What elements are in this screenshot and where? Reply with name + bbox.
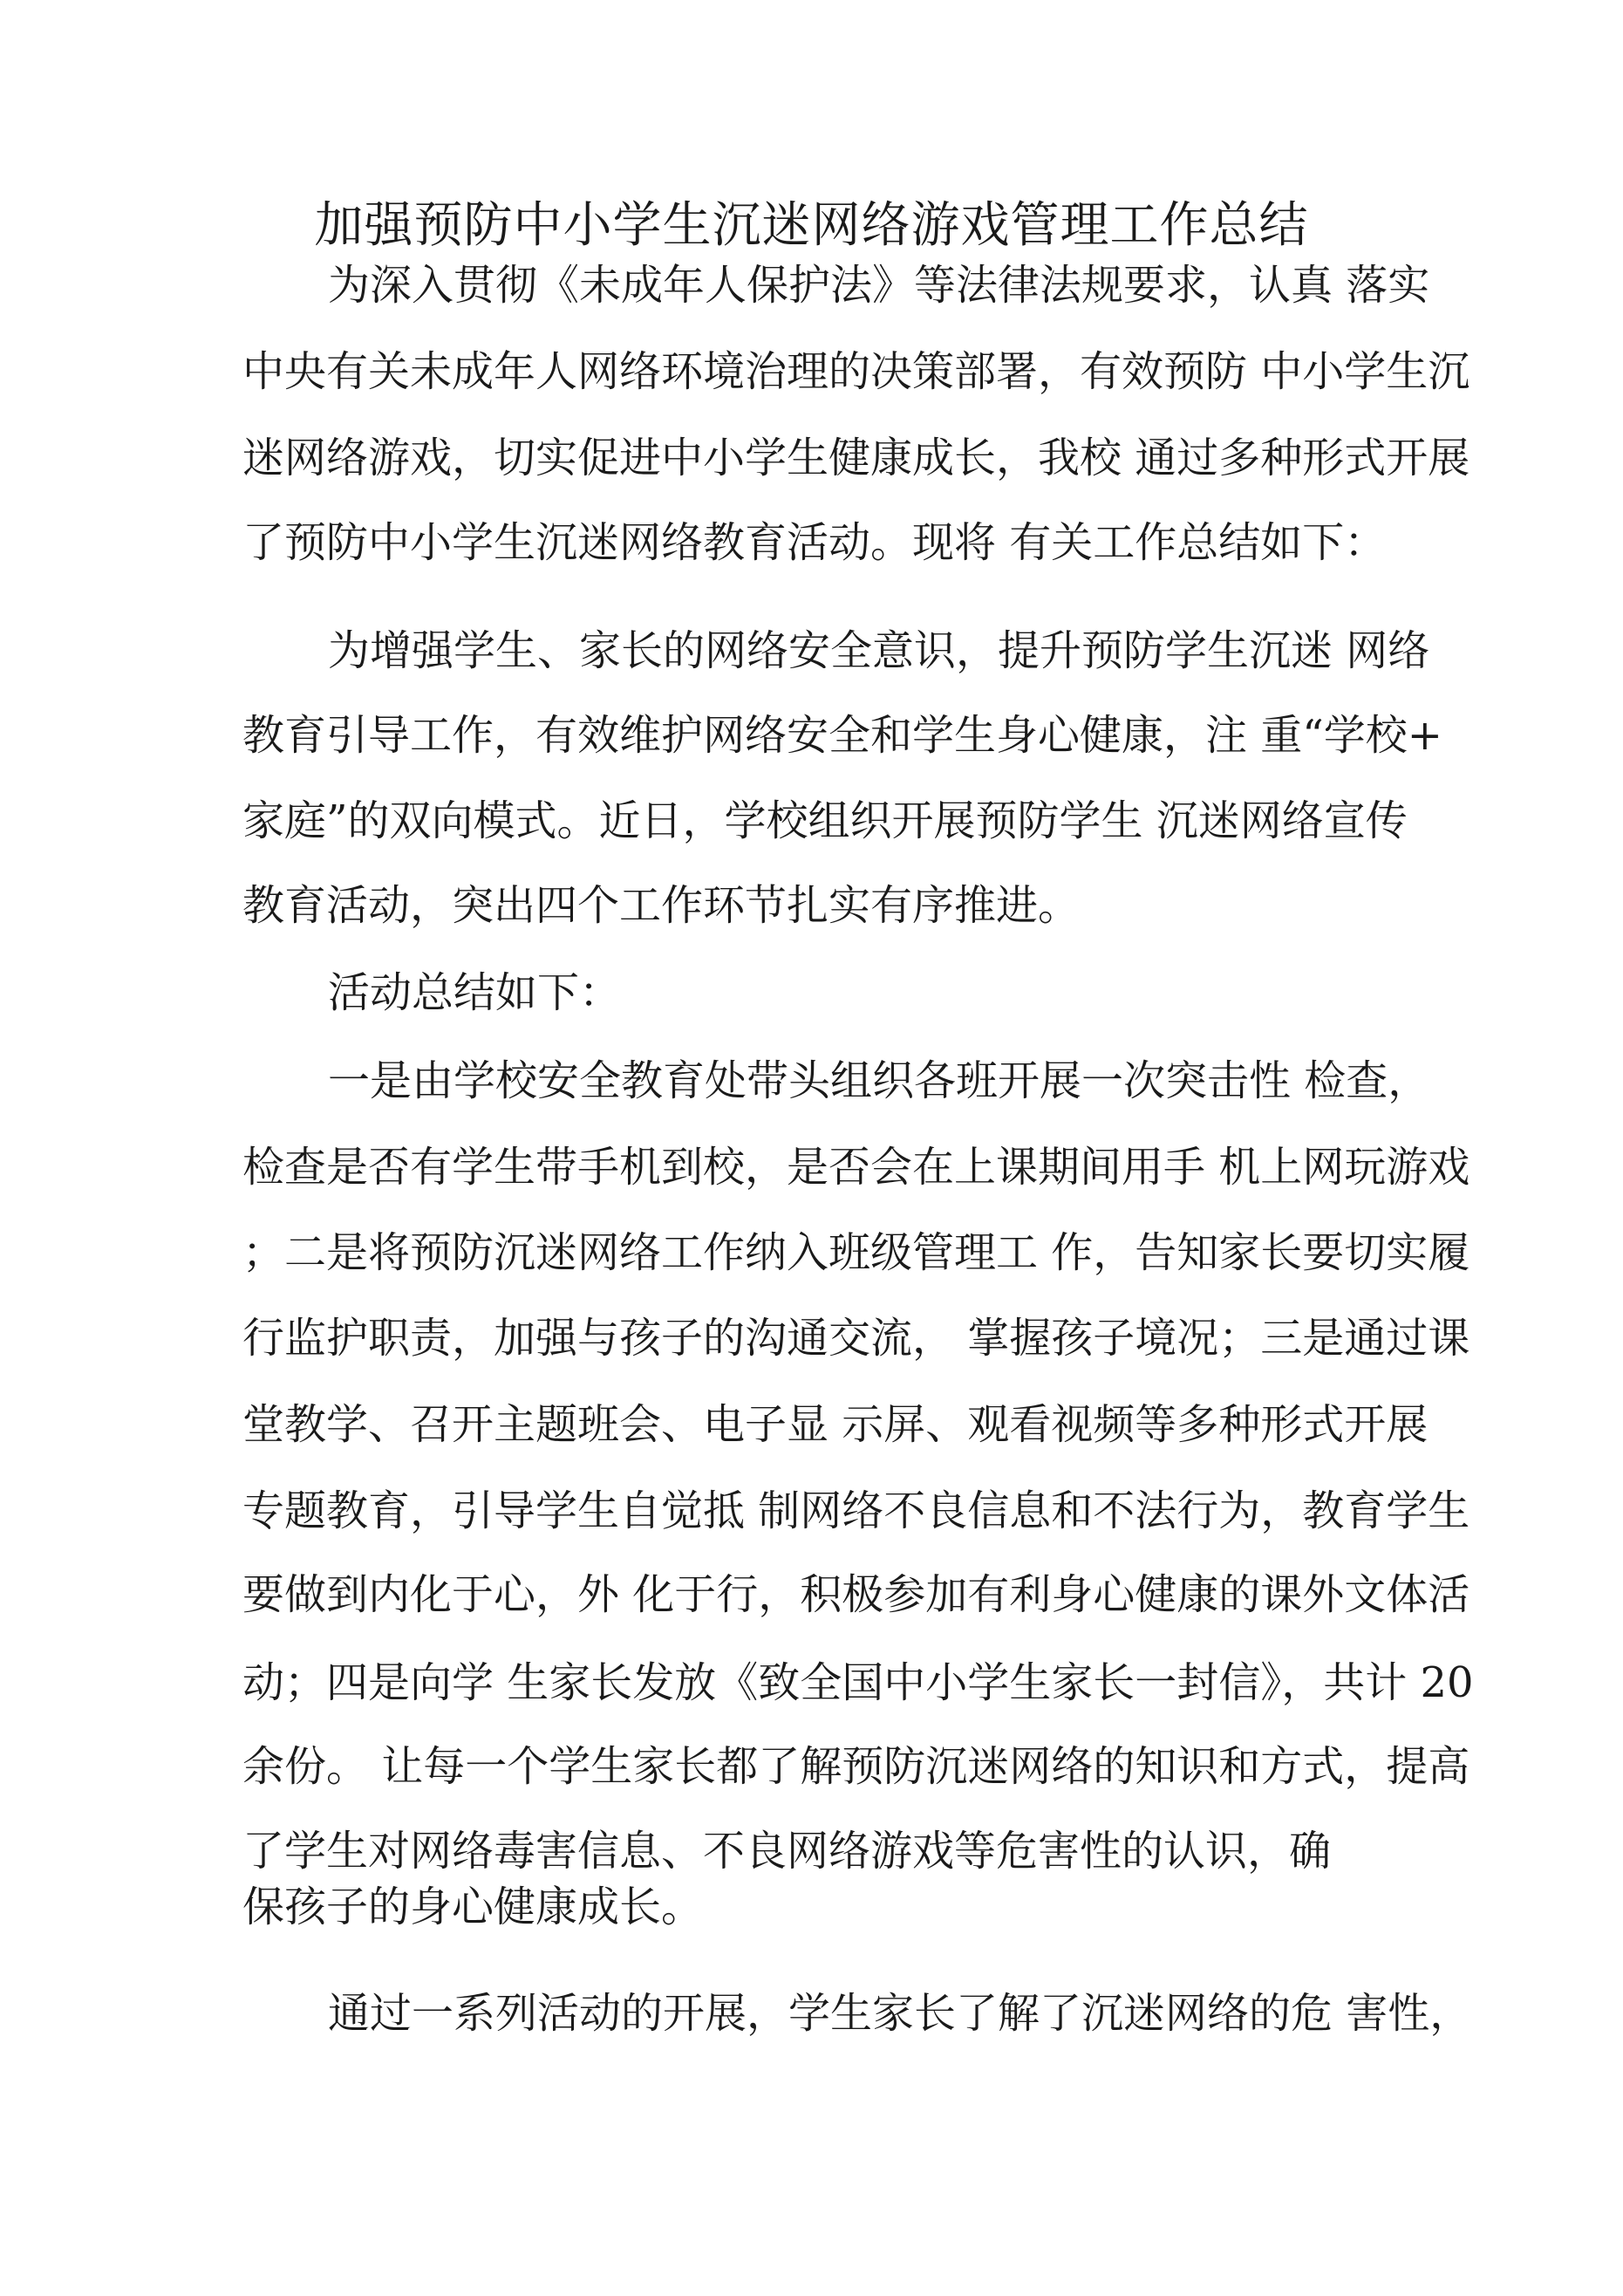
paragraph-line: 要做到内化于心，外 化于行，积极参加有利身心健康的课外文体活	[242, 1570, 1470, 1619]
paragraph-line: 迷网络游戏，切实促进中小学生健康成长，我校 通过多种形式开展	[242, 434, 1470, 482]
document-title: 加强预防中小学生沉迷网络游戏管理工作总结	[314, 197, 1309, 254]
paragraph-line: 堂教学、召开主题班会、电子显 示屏、观看视频等多种形式开展	[242, 1400, 1429, 1449]
paragraph-line: 教育引导工作，有效维护网络安全和学生身心健康，注 重“学校+	[242, 711, 1443, 760]
paragraph-line: 检查是否有学生带手机到校，是否会在上课期间用手 机上网玩游戏	[242, 1143, 1470, 1192]
paragraph-line: 行监护职责，加强与孩子的沟通交流， 掌握孩子境况；三是通过课	[242, 1314, 1470, 1363]
paragraph-line: 余份。 让每一个学生家长都了解预防沉迷网络的知识和方式，提高	[242, 1742, 1470, 1791]
paragraph-line: 为深入贯彻《未成年人保护法》等法律法规要求，认真 落实	[328, 261, 1430, 310]
paragraph-line: 教育活动，突出四个工作环节扎实有序推进。	[242, 881, 1081, 930]
paragraph-line: 通过一系列活动的开展，学生家长了解了沉迷网络的危 害性，	[328, 1989, 1472, 2038]
paragraph-line: 专题教育，引导学生自觉抵 制网络不良信息和不法行为，教育学生	[242, 1486, 1470, 1535]
paragraph-line: 了学生对网络毒害信息、不良网络游戏等危害性的认识，确	[242, 1827, 1332, 1876]
paragraph-line: 保孩子的身心健康成长。	[242, 1883, 704, 1931]
paragraph-line: 动；四是向学 生家长发放《致全国中小学生家长一封信》，共计 20	[242, 1658, 1474, 1707]
paragraph-line: 活动总结如下：	[328, 968, 622, 1017]
paragraph-line: 中央有关未成年人网络环境治理的决策部署，有效预防 中小学生沉	[242, 347, 1470, 396]
paragraph-line: 一是由学校安全教育处带头组织各班开展一次突击性 检查，	[328, 1056, 1430, 1105]
paragraph-line: 家庭”的双向模式。近日，学校组织开展预防学生 沉迷网络宣传	[242, 796, 1408, 845]
paragraph-line: 为增强学生、家长的网络安全意识，提升预防学生沉迷 网络	[328, 626, 1430, 675]
paragraph-line: 了预防中小学生沉迷网络教育活动。现将 有关工作总结如下：	[242, 518, 1387, 567]
paragraph-line: ；二是将预防沉迷网络工作纳入班级管理工 作，告知家长要切实履	[242, 1228, 1470, 1277]
